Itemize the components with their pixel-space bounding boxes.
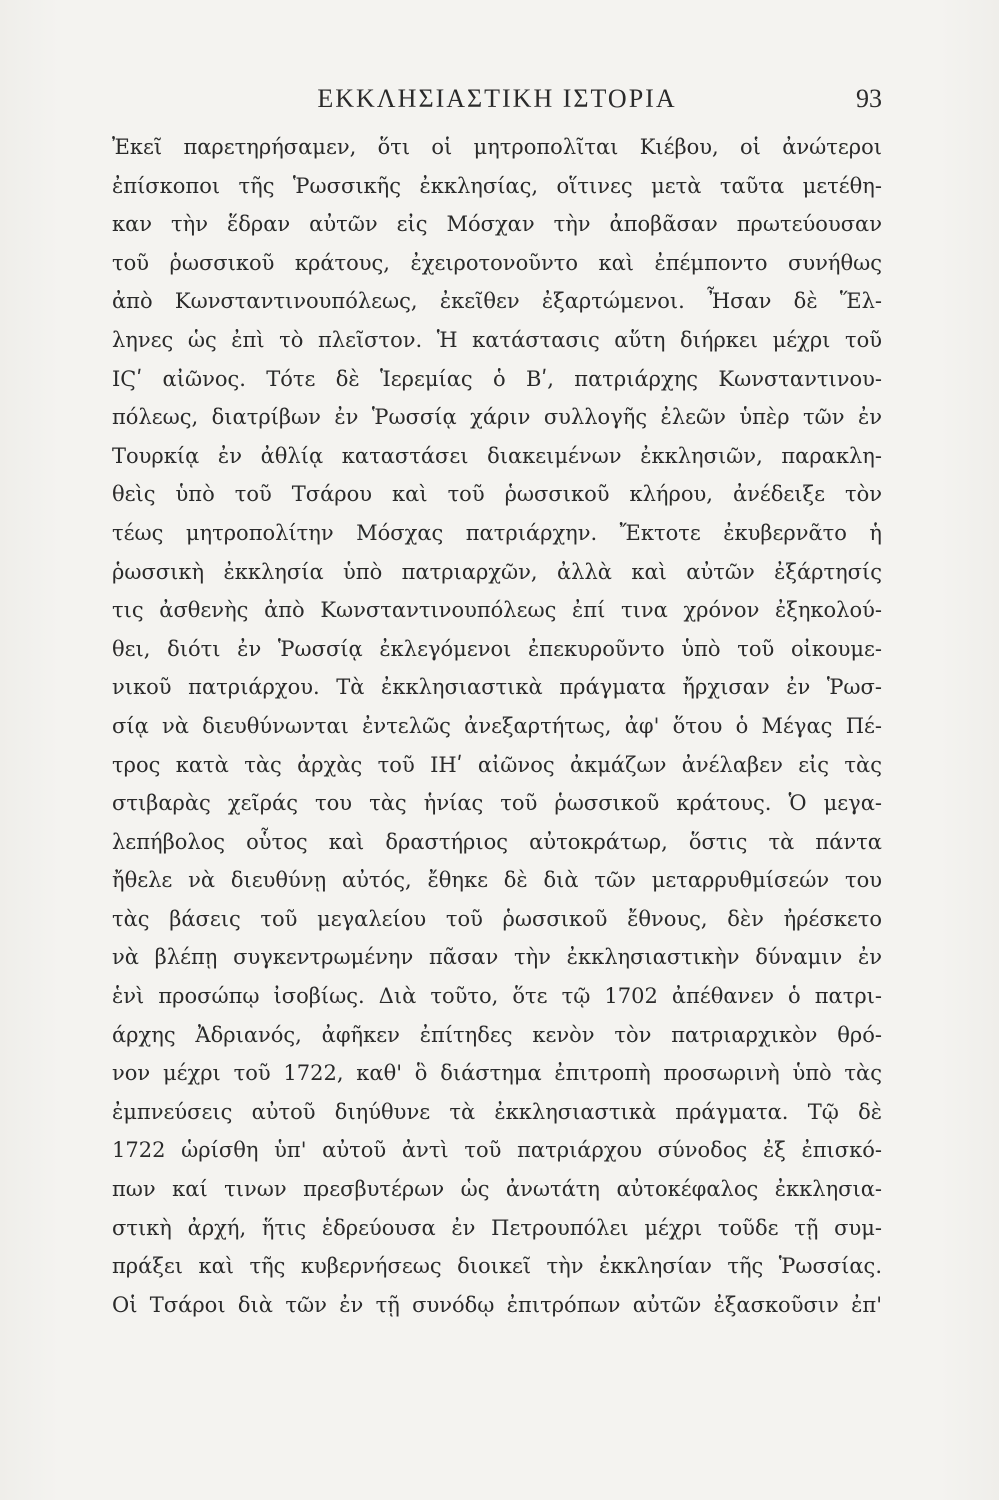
text-line: ἐπίσκοποι τῆς Ῥωσσικῆς ἐκκλησίας, οἵτινες μετὰ ταῦτα μετέθη- <box>112 173 882 198</box>
text-line: τέως μητροπολίτην Μόσχας πατριάρχην. Ἔκτοτε ἐκυβερνᾶτο ἡ <box>112 520 882 545</box>
text-line: τρος κατὰ τὰς ἀρχὰς τοῦ ΙΗʹ αἰῶνος ἀκμάζων ἀνέλαβεν εἰς τὰς <box>112 752 882 777</box>
text-line: νὰ βλέπῃ συγκεντρωμένην πᾶσαν τὴν ἐκκλησιαστικὴν δύναμιν ἐν <box>112 945 882 970</box>
text-line: στικὴ ἀρχή, ἥτις ἑδρεύουσα ἐν Πετρουπόλει μέχρι τοῦδε τῇ συμ- <box>112 1215 882 1240</box>
text-line: τοῦ ῥωσσικοῦ κράτους, ἐχειροτονοῦντο καὶ ἐπέμποντο συνήθως <box>112 250 882 275</box>
text-line: λεπήβολος οὗτος καὶ δραστήριος αὐτοκράτωρ, ὅστις τὰ πάντα <box>112 829 882 854</box>
text-line: τὰς βάσεις τοῦ μεγαλείου τοῦ ῥωσσικοῦ ἔθνους, δὲν ἠρέσκετο <box>112 906 882 931</box>
text-line: Τουρκίᾳ ἐν ἀθλίᾳ καταστάσει διακειμένων ἐκκλησιῶν, παρακλη- <box>112 443 882 468</box>
text-line: άρχης Ἀδριανός, ἀφῆκεν ἐπίτηδες κενὸν τὸν πατριαρχικὸν θρό- <box>112 1022 882 1047</box>
text-line: ληνες ὡς ἐπὶ τὸ πλεῖστον. Ἡ κατάστασις αὕτη διήρκει μέχρι τοῦ <box>112 327 882 352</box>
running-title: ΕΚΚΛΗΣΙΑΣΤΙΚΗ ΙΣΤΟΡΙΑ <box>317 84 677 113</box>
page-number: 93 <box>856 84 882 113</box>
text-line: ἐμπνεύσεις αὐτοῦ διηύθυνε τὰ ἐκκλησιαστικὰ πράγματα. Τῷ δὲ <box>112 1099 882 1124</box>
text-line: τις ἀσθενὴς ἀπὸ Κωνσταντινουπόλεως ἐπί τινα χρόνον ἐξηκολού- <box>112 598 882 623</box>
body-text <box>112 128 882 1324</box>
text-line: πόλεως, διατρίβων ἐν Ῥωσσίᾳ χάριν συλλογῆς ἐλεῶν ὑπὲρ τῶν ἐν <box>112 405 882 430</box>
text-line: Οἱ Τσάροι διὰ τῶν ἐν τῇ συνόδῳ ἐπιτρόπων αὐτῶν ἐξασκοῦσιν ἐπ' <box>112 1292 882 1317</box>
text-line: σίᾳ νὰ διευθύνωνται ἐντελῶς ἀνεξαρτήτως, ἀφ' ὅτου ὁ Μέγας Πέ- <box>112 713 882 738</box>
text-line: πων καί τινων πρεσβυτέρων ὡς ἀνωτάτη αὐτοκέφαλος ἐκκλησια- <box>112 1177 882 1202</box>
text-line: ΙϚʹ αἰῶνος. Τότε δὲ Ἱερεμίας ὁ Βʹ, πατριάρχης Κωνσταντινου- <box>112 366 882 391</box>
text-line: ἑνὶ προσώπῳ ἰσοβίως. Διὰ τοῦτο, ὅτε τῷ 1702 ἀπέθανεν ὁ πατρι- <box>112 984 882 1009</box>
text-line: στιβαρὰς χεῖράς του τὰς ἡνίας τοῦ ῥωσσικοῦ κράτους. Ὁ μεγα- <box>112 791 882 816</box>
text-line: ἀπὸ Κωνσταντινουπόλεως, ἐκεῖθεν ἐξαρτώμενοι. Ἦσαν δὲ Ἕλ- <box>112 289 882 314</box>
text-line: νικοῦ πατριάρχου. Τὰ ἐκκλησιαστικὰ πράγματα ἤρχισαν ἐν Ῥωσ- <box>112 675 882 700</box>
text-line: καν τὴν ἕδραν αὐτῶν εἰς Μόσχαν τὴν ἀποβᾶσαν πρωτεύουσαν <box>112 212 882 237</box>
text-line: ἤθελε νὰ διευθύνῃ αὐτός, ἔθηκε δὲ διὰ τῶν μεταρρυθμίσεών του <box>112 868 882 893</box>
text-line: νον μέχρι τοῦ 1722, καθ' ὃ διάστημα ἐπιτροπὴ προσωρινὴ ὑπὸ τὰς <box>112 1061 882 1086</box>
text-line: θεὶς ὑπὸ τοῦ Τσάρου καὶ τοῦ ῥωσσικοῦ κλήρου, ἀνέδειξε τὸν <box>112 482 882 507</box>
text-line: 1722 ὡρίσθη ὑπ' αὐτοῦ ἀντὶ τοῦ πατριάρχου σύνοδος ἐξ ἐπισκό- <box>112 1138 882 1163</box>
text-line: Ἐκεῖ παρετηρήσαμεν, ὅτι οἱ μητροπολῖται Κιέβου, οἱ ἀνώτεροι <box>112 135 882 159</box>
text-line: θει, διότι ἐν Ῥωσσίᾳ ἐκλεγόμενοι ἐπεκυροῦντο ὑπὸ τοῦ οἰκουμε- <box>112 636 882 661</box>
running-head <box>112 84 882 124</box>
text-line: ῥωσσικὴ ἐκκλησία ὑπὸ πατριαρχῶν, ἀλλὰ καὶ αὐτῶν ἐξάρτησίς <box>112 559 882 584</box>
text-line: πράξει καὶ τῆς κυβερνήσεως διοικεῖ τὴν ἐκκλησίαν τῆς Ῥωσσίας. <box>112 1254 882 1279</box>
